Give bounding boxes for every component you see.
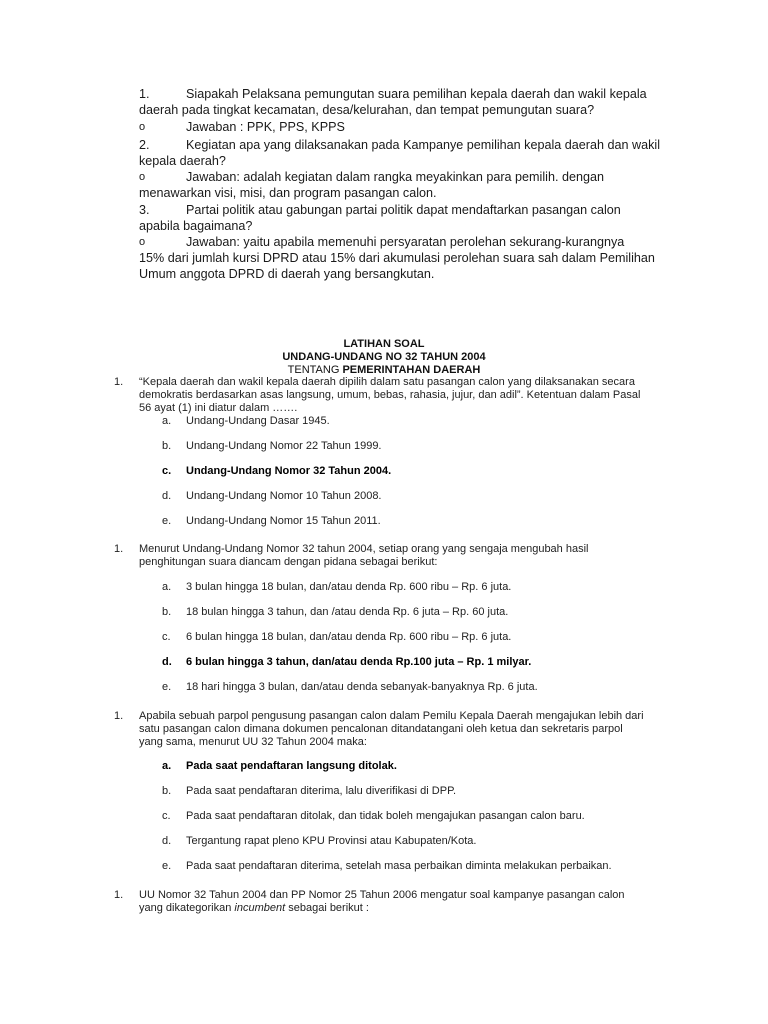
option-letter: d. (162, 835, 172, 847)
qa-section (139, 86, 679, 283)
qa-question-1 (139, 86, 679, 118)
option-letter: b. (162, 606, 172, 618)
option-c-correct (162, 465, 391, 478)
bullet-icon: o (139, 236, 146, 248)
option-letter: a. (162, 760, 172, 772)
option-text: Pada saat pendaftaran ditolak, dan tidak boleh mengajukan pasangan calon baru. (186, 810, 585, 822)
question-number: 1. (114, 543, 124, 555)
option-text: Undang-Undang Dasar 1945. (186, 415, 330, 427)
option-a (162, 581, 511, 594)
option-text: Tergantung rapat pleno KPU Provinsi atau Kabupaten/Kota. (186, 835, 477, 847)
option-letter: a. (162, 581, 172, 593)
qa-text-line: Jawaban: yaitu apabila memenuhi persyaratan perolehan sekurang-kurangnya (186, 235, 625, 249)
qa-text-line: Jawaban: adalah kegiatan dalam rangka meyakinkan para pemilih. dengan (186, 170, 604, 184)
qa-answer-3 (139, 234, 679, 282)
question-number: 1. (114, 376, 124, 388)
option-letter: e. (162, 681, 172, 693)
option-letter: a. (162, 415, 172, 427)
option-letter: c. (162, 465, 172, 477)
option-a (162, 415, 330, 428)
option-b (162, 606, 508, 619)
option-a-correct (162, 760, 397, 773)
qa-text-line: daerah pada tingkat kecamatan, desa/kelurahan, dan tempat pemungutan suara? (139, 103, 595, 117)
option-e (162, 860, 612, 873)
question-text-line: demokratis berdasarkan asas langsung, umum, bebas, rahasia, jujur, dan adil”. Ketentuan dalam Pasal (139, 389, 641, 401)
question-1 (114, 376, 674, 415)
question-text-line (114, 902, 674, 915)
option-text: Pada saat pendaftaran diterima, setelah masa perbaikan diminta melakukan perbaikan. (186, 860, 612, 872)
option-letter: d. (162, 490, 172, 502)
question-2 (114, 543, 674, 569)
question-text-line: Apabila sebuah parpol pengusung pasangan calon dalam Pemilu Kepala Daerah mengajukan lebih dari (139, 710, 644, 722)
question-3 (114, 710, 674, 749)
question-text-line: Menurut Undang-Undang Nomor 32 tahun 2004, setiap orang yang sengaja mengubah hasil (139, 543, 589, 555)
question-text-line: penghitungan suara diancam dengan pidana sebagai berikut: (139, 556, 438, 568)
bullet-icon: o (139, 171, 146, 183)
bullet-icon: o (139, 121, 146, 133)
qa-number: 1. (139, 87, 150, 101)
qa-question-3 (139, 202, 679, 233)
exercise-heading (0, 338, 768, 377)
question-text-line: 56 ayat (1) ini diatur dalam ……. (139, 402, 298, 414)
option-b (162, 440, 382, 453)
option-text: 18 bulan hingga 3 tahun, dan /atau denda Rp. 6 juta – Rp. 60 juta. (186, 606, 509, 618)
option-e (162, 515, 381, 528)
option-d-correct (162, 656, 531, 669)
option-text: 6 bulan hingga 3 tahun, dan/atau denda Rp.100 juta – Rp. 1 milyar. (186, 656, 532, 668)
qa-text-line: kepala daerah? (139, 154, 226, 168)
heading-subtitle: UNDANG-UNDANG NO 32 TAHUN 2004 (282, 351, 486, 363)
heading-topic-bold: PEMERINTAHAN DAERAH (342, 364, 481, 376)
heading-title: LATIHAN SOAL (343, 338, 425, 350)
qa-question-2 (139, 137, 679, 168)
qa-text-line: Jawaban : PPK, PPS, KPPS (186, 120, 345, 134)
option-text: Undang-Undang Nomor 32 Tahun 2004. (186, 465, 392, 477)
option-c (162, 810, 585, 823)
question-number: 1. (114, 710, 124, 722)
qa-text-line: Kegiatan apa yang dilaksanakan pada Kampanye pemilihan kepala daerah dan wakil (186, 138, 660, 152)
question-text-italic: incumbent (234, 902, 286, 914)
qa-number: 2. (139, 138, 150, 152)
question-4 (114, 889, 674, 915)
option-text: 6 bulan hingga 18 bulan, dan/atau denda Rp. 600 ribu – Rp. 6 juta. (186, 631, 512, 643)
question-number: 1. (114, 889, 124, 901)
question-text-line: “Kepala daerah dan wakil kepala daerah dipilih dalam satu pasangan calon yang dilaksanakan secara (139, 376, 635, 388)
question-text-suffix: sebagai berikut : (285, 902, 369, 914)
option-letter: b. (162, 440, 172, 452)
option-letter: e. (162, 860, 172, 872)
option-letter: c. (162, 631, 171, 643)
qa-text-line: Siapakah Pelaksana pemungutan suara pemilihan kepala daerah dan wakil kepala (186, 87, 647, 101)
question-text-line: satu pasangan calon dimana dokumen pencalonan ditandatangani oleh ketua dan sekretaris parpol (139, 723, 623, 735)
qa-answer-1 (139, 119, 679, 136)
option-text: Pada saat pendaftaran langsung ditolak. (186, 760, 397, 772)
option-text: Undang-Undang Nomor 10 Tahun 2008. (186, 490, 382, 502)
option-text: 18 hari hingga 3 bulan, dan/atau denda sebanyak-banyaknya Rp. 6 juta. (186, 681, 538, 693)
question-text-prefix: yang dikategorikan (139, 902, 235, 914)
option-d (162, 835, 476, 848)
option-b (162, 785, 456, 798)
option-text: Pada saat pendaftaran diterima, lalu diverifikasi di DPP. (186, 785, 457, 797)
qa-text-line: Partai politik atau gabungan partai politik dapat mendaftarkan pasangan calon (186, 203, 621, 217)
option-letter: d. (162, 656, 172, 668)
qa-text-line: apabila bagaimana? (139, 219, 253, 233)
question-text-line: yang sama, menurut UU 32 Tahun 2004 maka: (139, 736, 367, 748)
qa-number: 3. (139, 203, 150, 217)
qa-answer-2 (139, 169, 679, 201)
qa-text-line: Umum anggota DPRD di daerah yang bersangkutan. (139, 267, 435, 281)
heading-topic-prefix: TENTANG (287, 364, 343, 376)
option-c (162, 631, 511, 644)
qa-text-line: 15% dari jumlah kursi DPRD atau 15% dari akumulasi perolehan suara sah dalam Pemilihan (139, 251, 655, 265)
option-e (162, 681, 538, 694)
question-text-line: UU Nomor 32 Tahun 2004 dan PP Nomor 25 Tahun 2006 mengatur soal kampanye pasangan calon (139, 889, 625, 901)
option-text: 3 bulan hingga 18 bulan, dan/atau denda Rp. 600 ribu – Rp. 6 juta. (186, 581, 512, 593)
option-letter: e. (162, 515, 172, 527)
option-letter: c. (162, 810, 171, 822)
qa-text-line: menawarkan visi, misi, dan program pasangan calon. (139, 186, 437, 200)
option-d (162, 490, 382, 503)
option-letter: b. (162, 785, 172, 797)
option-text: Undang-Undang Nomor 22 Tahun 1999. (186, 440, 382, 452)
option-text: Undang-Undang Nomor 15 Tahun 2011. (186, 515, 381, 527)
